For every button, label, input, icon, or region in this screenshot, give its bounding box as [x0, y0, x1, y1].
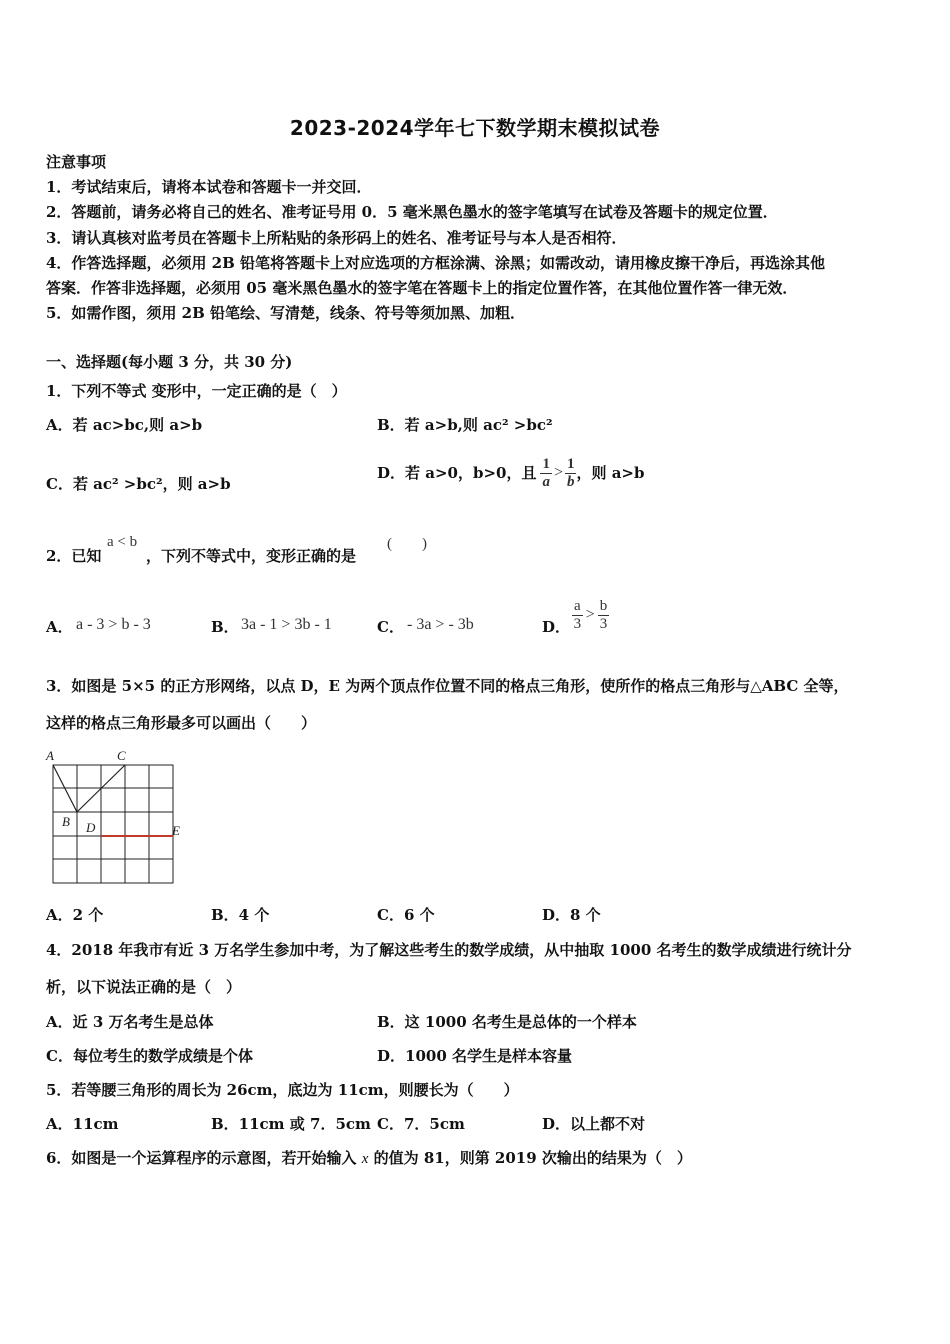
label-a: A — [46, 748, 54, 763]
q4-option-a: A．近 3 万名考生是总体 — [46, 1013, 214, 1031]
question-4-stem-line1: 4．2018 年我市有近 3 万名学生参加中考，为了解这些考生的数学成绩，从中抽取 1000 名考生的数学成绩进行统计分 — [46, 941, 852, 959]
q5-option-c: C．7．5cm — [377, 1115, 465, 1133]
q1-option-b: B．若 a>b,则 ac² >bc² — [377, 416, 553, 434]
q2-option-d-label: D． — [542, 618, 571, 636]
q5-option-a: A．11cm — [46, 1115, 119, 1133]
question-2-paren: ( ) — [387, 536, 427, 552]
greater-than: > — [585, 606, 595, 623]
fraction-b-over-3 — [598, 598, 610, 633]
q2-option-a-expr: a - 3 > b - 3 — [76, 616, 151, 633]
label-e: E — [172, 823, 180, 838]
q3-option-c: C．6 个 — [377, 906, 435, 924]
q6-stem-prefix: 6．如图是一个运算程序的示意图，若开始输入 — [46, 1149, 357, 1167]
section-heading: 一、选择题(每小题 3 分，共 30 分) — [46, 353, 293, 371]
label-d: D — [86, 820, 96, 835]
grid-border — [53, 765, 173, 883]
note-item: 2．答题前，请务必将自己的姓名、准考证号用 0．5 毫米黑色墨水的签字笔填写在试卷及答题卡的规定位置． — [46, 203, 778, 221]
denominator: a — [542, 473, 550, 490]
q4-option-d: D．1000 名学生是样本容量 — [377, 1047, 572, 1065]
fraction-1-over-a — [540, 456, 552, 491]
q6-variable: x — [361, 1151, 369, 1167]
question-3-stem-line1: 3．如图是 5×5 的正方形网络，以点 D，E 为两个顶点作位置不同的格点三角形，使所作的格点三角形与△ABC 全等， — [46, 677, 849, 695]
q4-option-c: C．每位考生的数学成绩是个体 — [46, 1047, 253, 1065]
question-2-stem-suffix: ，下列不等式中，变形正确的是 — [146, 547, 357, 565]
q4-option-b: B．这 1000 名考生是总体的一个样本 — [377, 1013, 637, 1031]
q5-option-d: D．以上都不对 — [542, 1115, 646, 1133]
q2-option-b-label: B． — [211, 618, 239, 636]
greater-than: > — [553, 464, 563, 481]
q1-d-suffix: ，则 a>b — [576, 464, 645, 482]
question-6-stem — [46, 1148, 692, 1169]
q2-option-c-expr: - 3a > - 3b — [407, 616, 474, 633]
q3-option-b: B．4 个 — [211, 906, 270, 924]
denominator: b — [566, 473, 575, 490]
note-item: 4．作答选择题，必须用 2B 铅笔将答题卡上对应选项的方框涂满、涂黑；如需改动，请用橡皮擦干净后，再选涂其他 — [46, 254, 826, 272]
q2-option-a-label: A． — [46, 618, 73, 636]
numerator: b — [599, 597, 608, 614]
numerator: 1 — [542, 455, 550, 472]
q2-option-b-expr: 3a - 1 > 3b - 1 — [241, 616, 332, 633]
question-2-stem-prefix: 2．已知 — [46, 547, 102, 565]
question-3-stem-line2: 这样的格点三角形最多可以画出（ ） — [46, 714, 317, 732]
question-2-condition: a < b — [107, 534, 138, 550]
question-4-stem-line2: 析，以下说法正确的是（ ） — [46, 978, 242, 996]
note-item: 3．请认真核对监考员在答题卡上所粘贴的条形码上的姓名、准考证号与本人是否相符． — [46, 229, 627, 247]
fraction-1-over-b — [565, 456, 577, 491]
q3-option-d: D．8 个 — [542, 906, 601, 924]
grid-figure — [44, 746, 194, 888]
numerator: a — [574, 597, 581, 614]
denominator: 3 — [573, 615, 582, 632]
notes-heading: 注意事项 — [46, 153, 107, 171]
question-5-stem: 5．若等腰三角形的周长为 26cm，底边为 11cm，则腰长为（ ） — [46, 1081, 519, 1099]
q5-option-b: B．11cm 或 7．5cm — [211, 1115, 371, 1133]
note-item: 5．如需作图，须用 2B 铅笔绘、写清楚，线条、符号等须加黑、加粗． — [46, 304, 525, 322]
label-b: B — [62, 814, 70, 829]
q2-option-d-expr — [572, 592, 609, 638]
q1-option-c: C．若 ac² >bc²，则 a>b — [46, 475, 231, 493]
denominator: 3 — [599, 615, 608, 632]
numerator: 1 — [566, 455, 575, 472]
q6-stem-suffix: 的值为 81，则第 2019 次输出的结果为（ ） — [373, 1149, 692, 1167]
q3-option-a: A．2 个 — [46, 906, 104, 924]
note-item: 答案．作答非选择题，必须用 05 毫米黑色墨水的签字笔在答题卡上的指定位置作答，在其他位置作答一律无效． — [46, 279, 798, 297]
fraction-a-over-3 — [572, 598, 583, 633]
q1-d-prefix: D．若 a>0，b>0，且 — [377, 464, 537, 482]
note-item: 1．考试结束后，请将本试卷和答题卡一并交回． — [46, 178, 372, 196]
page-title: 2023-2024学年七下数学期末模拟试卷 — [289, 116, 661, 140]
question-1-stem: 1．下列不等式 变形中，一定正确的是（ ） — [46, 382, 347, 400]
label-c: C — [117, 748, 126, 763]
q1-option-a: A．若 ac>bc,则 a>b — [46, 416, 203, 434]
q1-option-d — [377, 450, 644, 496]
q2-option-c-label: C． — [377, 618, 404, 636]
grid-lines — [53, 765, 173, 883]
